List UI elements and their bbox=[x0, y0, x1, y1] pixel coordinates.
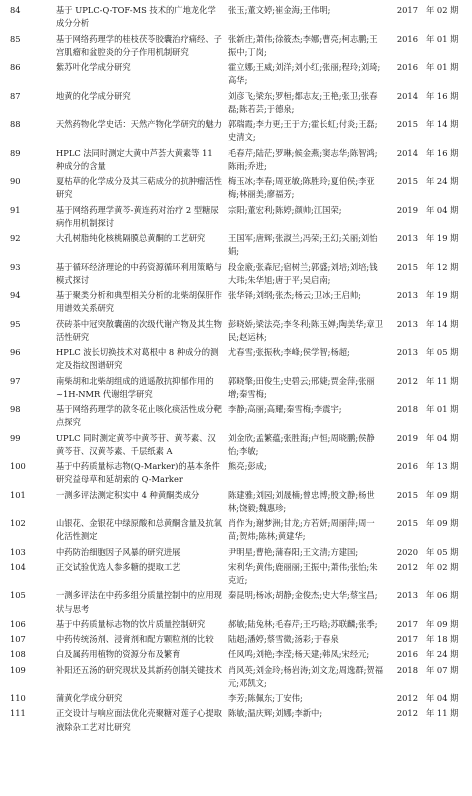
table-row bbox=[0, 61, 472, 87]
article-title: 基于网络药理学的桂枝茯苓胶囊治疗痛经、子宫肌瘤和盆腔炎的分子作用机制研究 bbox=[56, 33, 222, 57]
table-row bbox=[0, 692, 472, 705]
article-title: 茯砖茶中冠突散囊菌的次级代谢产物及其生物活性研究 bbox=[56, 318, 222, 342]
article-title: 基于 UPLC-Q-TOF-MS 技术的广地龙化学成分分析 bbox=[56, 5, 216, 29]
article-title: 地黄的化学成分研究 bbox=[56, 90, 131, 101]
row-number: 94 bbox=[10, 290, 21, 300]
publication-year: 2012 bbox=[396, 561, 418, 572]
publication-year: 2015 bbox=[396, 119, 418, 129]
publication-issue: 年 18 期 bbox=[426, 634, 459, 645]
row-number: 109 bbox=[10, 664, 26, 675]
publication-year: 2016 bbox=[396, 62, 418, 72]
row-number: 100 bbox=[10, 461, 26, 471]
row-number: 111 bbox=[10, 708, 26, 719]
row-number: 90 bbox=[10, 176, 21, 186]
table-row bbox=[0, 204, 472, 230]
article-authors: 毛春芹;陆茫;罗琳;候金燕;窦志华;陈智鸿;陈雨;乔进; bbox=[228, 147, 378, 171]
publication-year: 2020 bbox=[396, 546, 418, 557]
publication-year: 2016 bbox=[396, 33, 418, 44]
table-row bbox=[0, 489, 472, 515]
article-title: 中药防治细胞因子风暴的研究进展 bbox=[56, 546, 181, 557]
publication-year: 2014 bbox=[396, 90, 418, 101]
row-number: 101 bbox=[10, 489, 26, 500]
row-number: 107 bbox=[10, 634, 26, 645]
publication-issue: 年 14 期 bbox=[426, 318, 459, 329]
row-number: 97 bbox=[10, 375, 21, 386]
publication-year: 2013 bbox=[396, 347, 418, 357]
publication-year: 2019 bbox=[396, 204, 418, 215]
table-row bbox=[0, 318, 472, 344]
publication-issue: 年 04 期 bbox=[426, 204, 459, 215]
table-row bbox=[0, 118, 472, 144]
article-title: 基于网络药理学的款冬花止咳化痰活性成分靶点探究 bbox=[56, 404, 222, 428]
row-number: 98 bbox=[10, 404, 21, 414]
row-number: 88 bbox=[10, 119, 21, 129]
publication-issue: 年 14 期 bbox=[426, 119, 459, 129]
publication-issue: 年 19 期 bbox=[426, 233, 459, 243]
publication-year: 2013 bbox=[396, 318, 418, 329]
row-number: 108 bbox=[10, 649, 26, 660]
table-row bbox=[0, 618, 472, 631]
article-title: 基于聚类分析和典型相关分析的北柴胡保肝作用谱效关系研究 bbox=[56, 290, 222, 314]
article-authors: 郭晓擎;田俊生;史碧云;邢婕;贾金萍;张丽增;秦雪梅; bbox=[228, 375, 375, 399]
article-title: 南柴胡和北柴胡组成的逍遥散抗抑郁作用的~1H-NMR 代谢组学研究 bbox=[56, 375, 214, 399]
row-number: 93 bbox=[10, 261, 21, 272]
article-title: 山银花、金银花中绿原酸和总黄酮含量及抗氧化活性测定 bbox=[56, 518, 222, 542]
article-title: 正交试验优选人参多糖的提取工艺 bbox=[56, 561, 181, 572]
publication-issue: 年 24 期 bbox=[426, 649, 459, 660]
publication-year: 2019 bbox=[396, 432, 418, 443]
article-authors: 肖风英;刘金玲;杨岩涛;刘文龙;周逸群;贺福元;邓凯文; bbox=[228, 664, 384, 688]
table-row bbox=[0, 517, 472, 543]
article-authors: 张新庄;萧伟;徐筱杰;李娜;曹亮;柯志鹏;王振中;丁岗; bbox=[228, 33, 378, 57]
row-number: 86 bbox=[10, 62, 21, 72]
article-authors: 尹明星;曹艳;蒲春阳;王文清;方建国; bbox=[228, 546, 359, 557]
article-authors: 尤春雪;张振秋;李峰;侯学智;杨超; bbox=[228, 347, 350, 357]
table-row bbox=[0, 664, 472, 690]
publication-issue: 年 04 期 bbox=[426, 432, 459, 443]
publication-issue: 年 16 期 bbox=[426, 147, 459, 158]
article-authors: 彭晓娇;梁法亮;李冬利;陈玉婵;陶美华;章卫民;赵运林; bbox=[228, 318, 384, 342]
publication-year: 2012 bbox=[396, 693, 418, 704]
article-title: 一测多评法在中药多组分质量控制中的应用现状与思考 bbox=[56, 590, 222, 614]
article-title: 基于中药质量标志物(Q-Marker)的基本条件研究益母草和延胡索的 Q-Marker bbox=[56, 461, 220, 485]
row-number: 95 bbox=[10, 318, 21, 329]
table-row bbox=[0, 432, 472, 458]
publication-issue: 年 11 期 bbox=[426, 708, 459, 719]
table-row bbox=[0, 546, 472, 559]
article-title: 正交设计与响应面法优化壳聚糖对莲子心提取液除杂工艺对比研究 bbox=[56, 708, 222, 732]
publication-year: 2013 bbox=[396, 590, 418, 601]
table-row bbox=[0, 232, 472, 258]
publication-year: 2016 bbox=[396, 461, 418, 471]
publication-year: 2015 bbox=[396, 176, 418, 186]
publication-issue: 年 04 期 bbox=[426, 693, 459, 704]
row-number: 84 bbox=[10, 5, 21, 15]
publication-issue: 年 01 期 bbox=[426, 33, 459, 44]
article-authors: 梅玉冰;李春;周亚敏;陈胜玲;夏伯侯;李亚梅;林丽美;廖福芳; bbox=[228, 176, 375, 200]
article-title: 夏枯草的化学成分及其三萜成分的抗肿瘤活性研究 bbox=[56, 176, 222, 200]
publication-issue: 年 07 期 bbox=[426, 664, 459, 675]
publication-issue: 年 01 期 bbox=[426, 404, 459, 414]
table-row bbox=[0, 4, 472, 30]
table-row bbox=[0, 33, 472, 59]
publication-issue: 年 02 期 bbox=[426, 5, 459, 15]
row-number: 103 bbox=[10, 546, 26, 557]
row-number: 110 bbox=[10, 693, 26, 704]
article-title: HPLC 法同时测定大黄中芦荟大黄素等 11 种成分的含量 bbox=[56, 147, 213, 171]
table-row bbox=[0, 175, 472, 201]
article-authors: 陈敏;温庆辉;刘娜;李新中; bbox=[228, 708, 323, 719]
publication-issue: 年 13 期 bbox=[426, 461, 459, 471]
row-number: 92 bbox=[10, 233, 21, 243]
table-row bbox=[0, 707, 472, 733]
table-row bbox=[0, 633, 472, 646]
publication-issue: 年 11 期 bbox=[426, 375, 459, 386]
publication-issue: 年 05 期 bbox=[426, 347, 459, 357]
publication-issue: 年 01 期 bbox=[426, 62, 459, 72]
article-title: 基于中药质量标志物的饮片质量控制研究 bbox=[56, 618, 206, 629]
article-title: 一测多评法测定积实中 4 种黄酮类成分 bbox=[56, 489, 200, 500]
row-number: 85 bbox=[10, 33, 21, 44]
article-authors: 张华铎;刘纲;张杰;杨云;卫冰;王启帅; bbox=[228, 290, 361, 300]
article-authors: 李芳;陈佩东;丁安伟; bbox=[228, 693, 303, 704]
article-authors: 秦昆明;杨冰;胡静;金俊杰;史大华;蔡宝昌; bbox=[228, 590, 378, 601]
article-authors: 宋利华;黄伟;鹿丽丽;王振中;萧伟;张怡;朱克近; bbox=[228, 561, 378, 585]
publication-year: 2012 bbox=[396, 375, 418, 386]
article-title: 基于网络药理学黄芩-黄连药对治疗 2 型糖尿病作用机制探讨 bbox=[56, 204, 219, 228]
publication-issue: 年 09 期 bbox=[426, 489, 459, 500]
table-row bbox=[0, 289, 472, 315]
article-authors: 宗阳;董宏利;陈婷;颜帅;江国荣; bbox=[228, 204, 342, 215]
row-number: 96 bbox=[10, 347, 21, 357]
row-number: 91 bbox=[10, 204, 21, 215]
article-title: 紫苏叶化学成分研究 bbox=[56, 62, 131, 72]
article-authors: 郝敏;陆兔林;毛春芹;王巧晗;苏联麟;张季; bbox=[228, 618, 378, 629]
table-row bbox=[0, 561, 472, 587]
citation-table bbox=[0, 4, 472, 736]
table-row bbox=[0, 403, 472, 429]
article-title: 蒲黄化学成分研究 bbox=[56, 693, 123, 704]
publication-year: 2017 bbox=[396, 634, 418, 645]
row-number: 105 bbox=[10, 590, 26, 601]
table-row bbox=[0, 346, 472, 372]
publication-issue: 年 16 期 bbox=[426, 90, 459, 101]
article-title: UPLC 同时测定黄芩中黄芩苷、黄芩素、汉黄芩苷、汉黄芩素、千层纸素 A bbox=[56, 432, 216, 456]
article-title: HPLC 波长切换技术对葛根中 8 种成分的测定及指纹图谱研究 bbox=[56, 347, 219, 371]
publication-year: 2018 bbox=[396, 664, 418, 675]
article-authors: 陈建雅;刘园;刘晟楠;曾忠博;殷文静;杨世林;饶毅;魏惠珍; bbox=[228, 489, 375, 513]
row-number: 102 bbox=[10, 518, 26, 528]
article-authors: 刘金欣;孟繁蕴;张胜海;卢恒;周晓鹏;侯静怡;李敏; bbox=[228, 432, 375, 456]
article-authors: 任风鸣;刘艳;李滢;杨天建;韩凤;宋经元; bbox=[228, 649, 370, 660]
row-number: 87 bbox=[10, 90, 21, 101]
publication-year: 2013 bbox=[396, 290, 418, 300]
publication-year: 2012 bbox=[396, 708, 418, 719]
publication-year: 2015 bbox=[396, 489, 418, 500]
article-authors: 刘彦飞;梁东;罗桓;都志友;王艳;张卫;张春磊;陈若芸;于德泉; bbox=[228, 90, 378, 114]
table-row bbox=[0, 460, 472, 486]
article-authors: 王国军;唐辉;张淑兰;冯荣;王幻;关丽;刘怡娟; bbox=[228, 233, 378, 257]
publication-year: 2013 bbox=[396, 233, 418, 243]
table-row bbox=[0, 589, 472, 615]
publication-issue: 年 19 期 bbox=[426, 290, 459, 300]
row-number: 99 bbox=[10, 432, 21, 443]
publication-year: 2015 bbox=[396, 518, 418, 528]
publication-year: 2017 bbox=[396, 5, 418, 15]
table-row bbox=[0, 375, 472, 401]
row-number: 89 bbox=[10, 147, 21, 158]
article-title: 中药传统汤剂、浸膏剂和配方颗粒剂的比较 bbox=[56, 634, 214, 645]
publication-year: 2015 bbox=[396, 261, 418, 272]
article-authors: 熊亮;彭成; bbox=[228, 461, 267, 471]
publication-issue: 年 12 期 bbox=[426, 261, 459, 272]
article-title: 白及属药用植物的资源分布及繁育 bbox=[56, 649, 181, 660]
article-title: 天然药物化学史话：天然产物化学研究的魅力 bbox=[56, 119, 222, 129]
publication-year: 2017 bbox=[396, 618, 418, 629]
article-title: 大孔树脂纯化核桃隔膜总黄酮的工艺研究 bbox=[56, 233, 206, 243]
publication-issue: 年 09 期 bbox=[426, 618, 459, 629]
table-row bbox=[0, 261, 472, 287]
article-authors: 郭瑞霞;李力更;王于方;霍长虹;付炎;王磊;史清文; bbox=[228, 119, 378, 143]
publication-year: 2016 bbox=[396, 649, 418, 660]
publication-issue: 年 09 期 bbox=[426, 518, 459, 528]
publication-issue: 年 02 期 bbox=[426, 561, 459, 572]
row-number: 106 bbox=[10, 618, 26, 629]
row-number: 104 bbox=[10, 561, 26, 572]
publication-issue: 年 06 期 bbox=[426, 590, 459, 601]
article-authors: 霍立娜;王威;刘洋;刘小红;张丽;程玲;刘琦;高华; bbox=[228, 62, 381, 86]
publication-issue: 年 05 期 bbox=[426, 546, 459, 557]
article-authors: 张玉;董文婷;崔金海;王伟明; bbox=[228, 5, 331, 15]
publication-year: 2014 bbox=[396, 147, 418, 158]
table-row bbox=[0, 147, 472, 173]
table-row bbox=[0, 90, 472, 116]
table-row bbox=[0, 648, 472, 661]
article-authors: 段金廒;张森尼;宿树兰;郭盛;刘培;刘培;钱大玮;朱华旭;唐于平;吴启南; bbox=[228, 261, 378, 285]
article-title: 补阳还五汤的研究现状及其新药创制关键技术 bbox=[56, 664, 222, 675]
article-authors: 肖作为;谢梦洲;甘龙;方若妍;周丽萍;周一苗;贺炜;陈林;黄建华; bbox=[228, 518, 375, 542]
article-authors: 陆超;潘婷;蔡雪微;汤彩;于春泉 bbox=[228, 634, 339, 645]
publication-issue: 年 24 期 bbox=[426, 176, 459, 186]
article-title: 基于循环经济理论的中药资源循环利用策略与模式探讨 bbox=[56, 261, 222, 285]
article-authors: 李静;高丽;高耀;秦雪梅;李震宇; bbox=[228, 404, 342, 414]
publication-year: 2018 bbox=[396, 404, 418, 414]
